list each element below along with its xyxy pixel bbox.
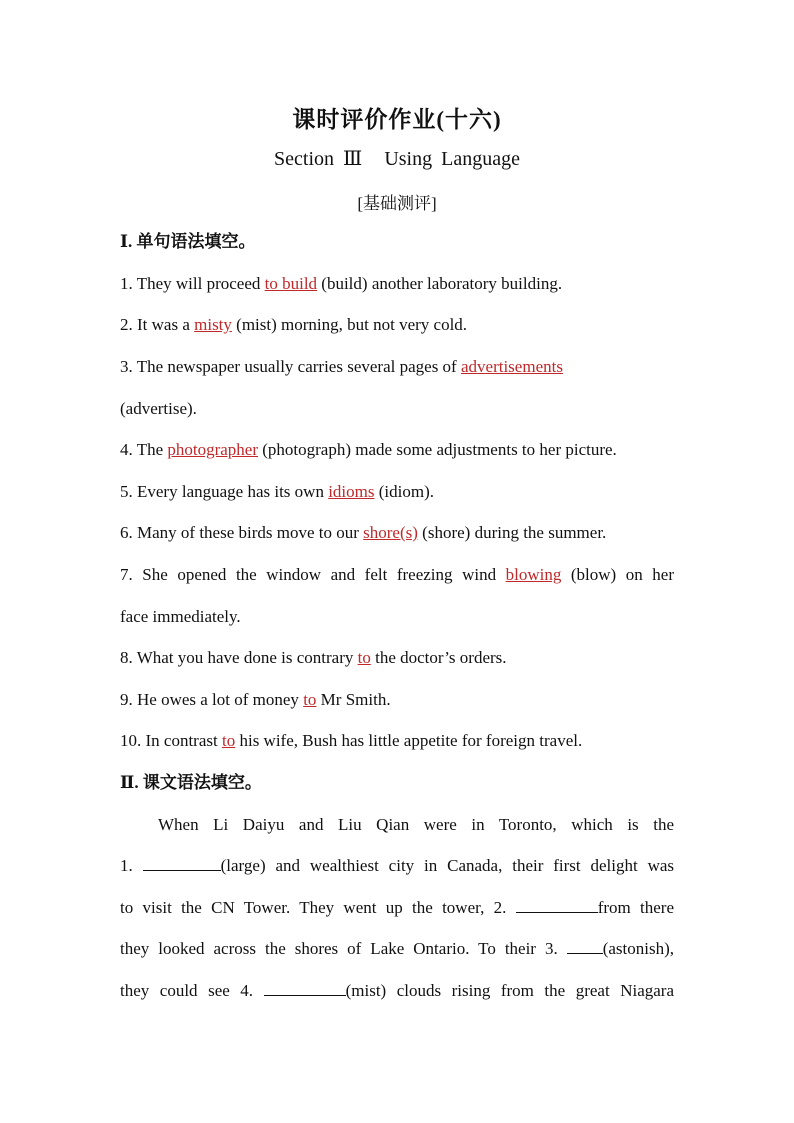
passage-text: from there <box>597 898 675 917</box>
passage-text: (astonish), <box>602 939 675 958</box>
part2-heading: Ⅱ. 课文语法填空。 <box>120 773 262 792</box>
question-text: Mr Smith. <box>316 690 391 709</box>
question-text: 4. The <box>120 440 168 459</box>
section-subtitle <box>0 146 794 171</box>
question-text: 2. It was a <box>120 315 195 334</box>
question-text: the doctor’s orders. <box>370 648 507 667</box>
answer: blowing <box>505 565 562 584</box>
question-text: (idiom). <box>374 482 434 501</box>
answer: to <box>303 690 317 709</box>
blank-number: 1. <box>120 856 133 875</box>
question-text: 5. Every language has its own <box>120 482 329 501</box>
question-text: 7. She opened the window and felt freezing wind <box>120 565 506 584</box>
answer: advertisements <box>460 357 563 376</box>
passage-line-1: When Li Daiyu and Liu Qian were in Toronto, which is the <box>158 815 674 834</box>
question-3-continued: (advertise). <box>120 399 197 418</box>
question-text: (mist) morning, but not very cold. <box>231 315 468 334</box>
question-3 <box>120 355 674 379</box>
question-text: 6. Many of these birds move to our <box>120 523 364 542</box>
answer: idioms <box>328 482 375 501</box>
question-text: his wife, Bush has little appetite for foreign travel. <box>235 731 583 750</box>
answer: to build <box>264 274 318 293</box>
passage-line-5 <box>120 979 674 1003</box>
question-text: (blow) on her <box>561 565 674 584</box>
answer: misty <box>194 315 232 334</box>
question-4 <box>120 438 674 462</box>
question-text: (build) another laboratory building. <box>317 274 563 293</box>
question-1 <box>120 272 674 296</box>
passage-text: to visit the CN Tower. They went up the tower, 2. <box>120 898 507 917</box>
passage-text: they could see 4. <box>120 981 254 1000</box>
question-text: 9. He owes a lot of money <box>120 690 304 709</box>
question-9 <box>120 688 674 712</box>
passage-text: they looked across the shores of Lake Ontario. To their 3. <box>120 939 558 958</box>
blank-2[interactable] <box>516 896 598 913</box>
blank-3[interactable] <box>567 937 603 954</box>
page-title: 课时评价作业(十六) <box>292 107 502 132</box>
question-text: (photograph) made some adjustments to her picture. <box>258 440 617 459</box>
question-text: 10. In contrast <box>120 731 222 750</box>
question-text: 3. The newspaper usually carries several pages of <box>120 357 461 376</box>
answer: to <box>357 648 371 667</box>
question-5 <box>120 480 674 504</box>
blank-4[interactable] <box>264 979 346 996</box>
question-6 <box>120 521 674 545</box>
question-text: (shore) during the summer. <box>417 523 607 542</box>
answer: to <box>221 731 236 750</box>
passage-text: (mist) clouds rising from the great Niagara <box>345 981 675 1000</box>
blank-1[interactable] <box>143 854 221 871</box>
question-text: 1. They will proceed <box>120 274 265 293</box>
question-8 <box>120 646 674 670</box>
question-2 <box>120 313 674 337</box>
answer: photographer <box>167 440 259 459</box>
section-name: Using Language <box>384 148 520 170</box>
question-text: 8. What you have done is contrary <box>120 648 358 667</box>
passage-line-4 <box>120 937 674 961</box>
question-10 <box>120 729 674 753</box>
section-number: Section Ⅲ <box>274 148 363 170</box>
answer: shore(s) <box>363 523 418 542</box>
passage-line-3 <box>120 896 674 920</box>
question-7 <box>120 563 674 587</box>
part1-heading: Ⅰ. 单句语法填空。 <box>120 232 256 251</box>
passage-line-2 <box>120 854 674 878</box>
question-7-continued: face immediately. <box>120 607 241 626</box>
level-tag: [基础测评] <box>357 194 437 213</box>
passage-text: (large) and wealthiest city in Canada, their first delight was <box>220 856 675 875</box>
